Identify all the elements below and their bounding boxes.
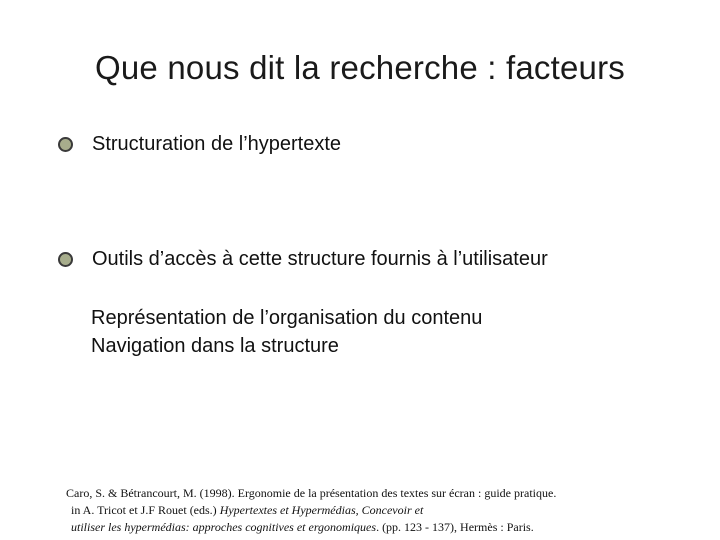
- reference-line-2: [66, 502, 716, 519]
- bullet-item-outils: [58, 246, 548, 272]
- bullet-text: Structuration de l’hypertexte: [92, 133, 342, 155]
- bullet-item-structuration: [58, 131, 341, 157]
- reference-citation: [66, 485, 716, 536]
- reference-line-3: [66, 519, 716, 536]
- sub-item-navigation: Navigation dans la structure: [91, 335, 339, 357]
- reference-line-1: Caro, S. & Bétrancourt, M. (1998). Ergonomie de la présentation des textes sur écran : guide pratique.: [66, 486, 557, 500]
- reference-book-title-part2: utiliser les hypermédias: approches cognitives et ergonomiques: [71, 520, 377, 534]
- bullet-text: Outils d’accès à cette structure fournis à l’utilisateur: [92, 248, 548, 270]
- reference-book-title-part1: Hypertextes et Hypermédias, Concevoir et: [219, 503, 424, 517]
- reference-pages-publisher: . (pp. 123 - 137), Hermès : Paris.: [376, 520, 534, 534]
- sub-item-representation: Représentation de l’organisation du contenu: [91, 307, 483, 329]
- slide-title: Que nous dit la recherche : facteurs: [95, 49, 625, 86]
- reference-editors: in A. Tricot et J.F Rouet (eds.): [71, 503, 220, 517]
- bullet-dot-icon: [58, 252, 73, 267]
- bullet-dot-icon: [58, 137, 73, 152]
